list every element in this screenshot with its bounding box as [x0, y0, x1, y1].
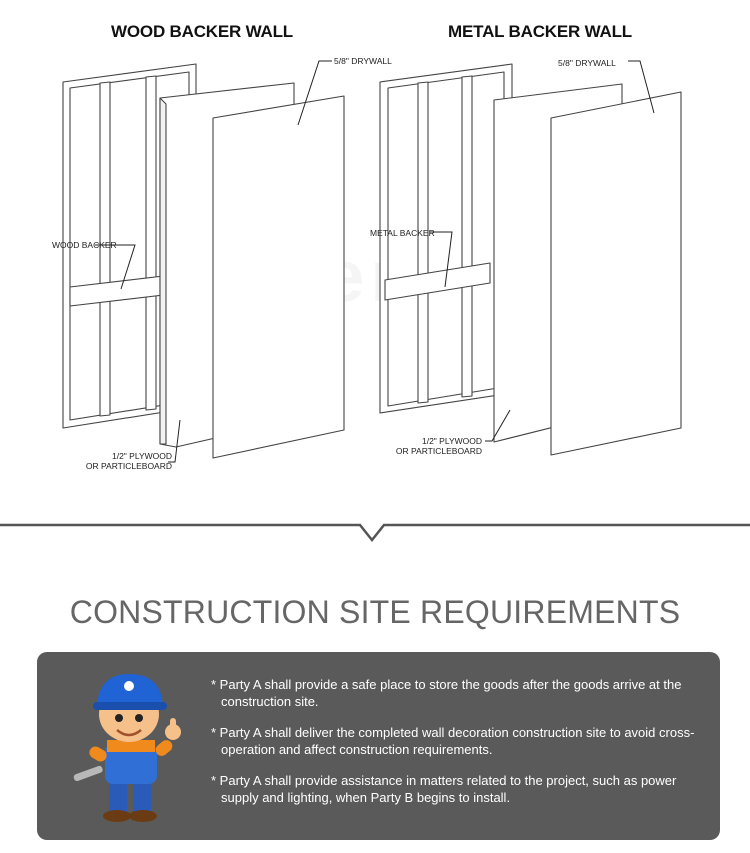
requirement-item: * Party A shall provide assistance in matters related to the project, such as power supply and lighting, when Party B begins to install. [211, 773, 677, 805]
wood-backer-label: WOOD BACKER [52, 240, 117, 250]
requirements-list [211, 676, 711, 820]
worker-mascot-icon [67, 666, 197, 826]
wood-plywood-label [82, 451, 172, 471]
wood-plywood-line2: OR PARTICLEBOARD [85, 461, 172, 471]
metal-backer-title: METAL BACKER WALL [448, 22, 632, 41]
requirement-item: * Party A shall provide a safe place to store the goods after the goods arrive at the construction site. [211, 677, 682, 709]
metal-plywood-line2: OR PARTICLEBOARD [395, 446, 482, 456]
requirements-panel [37, 652, 720, 840]
wood-drywall-label: 5/8" DRYWALL [334, 56, 392, 66]
section-divider [0, 525, 750, 540]
metal-plywood-line1: 1/2" PLYWOOD [421, 436, 482, 446]
watermark-text: Pinger 品格 [144, 237, 587, 317]
metal-plywood-label [392, 436, 482, 456]
wood-drywall-panel [213, 96, 344, 458]
requirement-item: * Party A shall deliver the completed wall decoration construction site to avoid cross-operation and affect construction requirements. [211, 725, 695, 757]
section-heading: CONSTRUCTION SITE REQUIREMENTS [69, 594, 681, 630]
metal-stud-frame [380, 64, 512, 413]
metal-drywall-panel [551, 92, 681, 455]
metal-drywall-label: 5/8" DRYWALL [558, 58, 616, 68]
wood-backer-title: WOOD BACKER WALL [111, 22, 293, 41]
metal-backer-label: METAL BACKER [370, 228, 435, 238]
wood-plywood-line1: 1/2" PLYWOOD [111, 451, 172, 461]
